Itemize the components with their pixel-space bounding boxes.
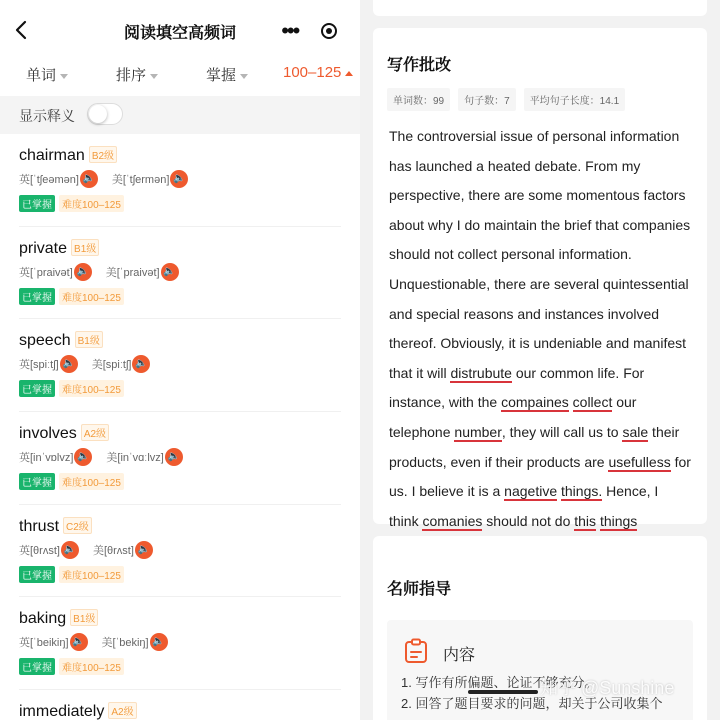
guide-item: 2. 回答了题目要求的问题，却关于公司收集个	[401, 696, 663, 711]
watermark-bar	[468, 690, 538, 694]
essay-segment: our common life. For	[511, 364, 645, 381]
error-word[interactable]: number	[454, 423, 502, 440]
show-definition-row	[0, 96, 360, 134]
error-word[interactable]: nagetive	[504, 483, 558, 500]
phonetics-row	[19, 448, 197, 466]
error-word[interactable]: sale	[622, 423, 649, 440]
tags-row	[19, 473, 124, 490]
cefr-level-badge: A2级	[81, 424, 109, 441]
cefr-level-badge: B1级	[70, 609, 98, 626]
error-word[interactable]: things	[599, 512, 638, 529]
essay-segment: and special reasons and instances involved	[389, 305, 660, 322]
essay-line	[389, 477, 697, 507]
essay-segment: instance, with the	[389, 394, 502, 411]
error-word[interactable]: comanies	[422, 512, 483, 529]
essay-segment: for	[670, 453, 691, 470]
error-word[interactable]: things.	[561, 483, 603, 500]
stat-avg-sentence-length: 平均句子长度：14.1	[524, 88, 625, 111]
word-text: immediately	[19, 703, 105, 720]
essay-segment: think	[389, 512, 423, 529]
essay-line	[389, 300, 697, 330]
essay-segment: should not collect personal information.	[389, 246, 632, 263]
caret-up-icon	[345, 71, 353, 76]
phonetics-row	[19, 541, 167, 559]
essay-segment: telephone	[389, 423, 455, 440]
filter-word[interactable]: 单词	[26, 64, 68, 85]
cefr-level-badge: B2级	[89, 146, 117, 163]
difficulty-badge: 难度100–125	[59, 288, 124, 305]
difficulty-badge: 难度100–125	[59, 380, 124, 397]
word-item[interactable]	[19, 134, 341, 227]
teacher-guide-title: 名师指导	[387, 581, 452, 598]
word-title-row	[19, 239, 99, 258]
word-title-row	[19, 702, 137, 720]
essay-segment: Hence, I	[602, 483, 659, 500]
word-title-row	[19, 146, 117, 165]
speaker-icon[interactable]: 🔈	[74, 448, 92, 466]
uk-phonetic: 英[θrʌst] 🔈	[19, 541, 79, 559]
us-phonetic: 美[inˈvɑːlvz] 🔈	[106, 448, 182, 466]
cefr-level-badge: B1级	[75, 331, 103, 348]
word-title-row	[19, 331, 103, 350]
essay-segment: us. I believe it is a	[389, 483, 505, 500]
speaker-icon[interactable]: 🔈	[132, 355, 150, 373]
speaker-icon[interactable]: 🔈	[165, 448, 183, 466]
us-phonetic: 美[spiːtʃ] 🔈	[92, 355, 151, 373]
word-text: chairman	[19, 147, 85, 164]
word-text: involves	[19, 425, 77, 443]
tags-row	[19, 195, 124, 212]
essay-line	[389, 181, 697, 211]
speaker-icon[interactable]: 🔈	[61, 541, 79, 559]
switch-knob	[89, 105, 107, 123]
essay-segment: has launched a heated debate. From my	[389, 157, 641, 174]
essay-card	[373, 28, 707, 529]
essay-segment: should not do	[482, 512, 575, 529]
essay-segment: , they will call us to	[501, 423, 623, 440]
essay-line	[389, 329, 697, 359]
stat-sentence-count: 句子数：7	[458, 88, 516, 111]
mastered-badge: 已掌握	[19, 195, 55, 212]
word-text: private	[19, 239, 68, 257]
filter-mastery[interactable]: 掌握	[206, 64, 248, 85]
mastered-badge: 已掌握	[19, 288, 55, 305]
essay-stats	[387, 88, 633, 111]
uk-phonetic: 英[ˈtʃeəmən] 🔈	[19, 170, 98, 188]
word-text: thrust	[19, 517, 60, 535]
essay-segment: perspective, there are some momentous factors	[389, 187, 686, 204]
guide-item: 1. 写作有所偏题、论证不够充分。	[401, 675, 598, 690]
error-word[interactable]: collect	[572, 394, 613, 411]
word-title-row	[19, 609, 98, 628]
word-title-row	[19, 424, 109, 443]
cefr-level-badge: C2级	[63, 517, 92, 534]
essay-line	[389, 240, 697, 270]
speaker-icon[interactable]: 🔈	[74, 263, 92, 281]
uk-phonetic: 英[inˈvɒlvz] 🔈	[19, 448, 92, 466]
content-section	[387, 620, 693, 720]
clipboard-icon	[403, 638, 429, 664]
caret-down-icon	[60, 74, 68, 79]
cefr-level-badge: A2级	[108, 702, 136, 719]
essay-segment: The controversial issue of personal information	[389, 128, 680, 144]
phonetics-row	[19, 633, 182, 651]
error-word[interactable]: usefulless	[608, 453, 671, 470]
word-text: speech	[19, 332, 71, 350]
word-list	[0, 134, 360, 720]
speaker-icon[interactable]: 🔈	[80, 170, 98, 188]
us-phonetic: 美[ˈtʃermən] 🔈	[112, 170, 188, 188]
essay-text	[389, 122, 697, 536]
essay-segment: Unquestionable, there are several quintessential	[389, 275, 689, 292]
show-definition-label: 显示释义	[19, 108, 75, 124]
tags-row	[19, 288, 124, 305]
essay-card-title: 写作批改	[387, 57, 452, 74]
word-item[interactable]	[19, 597, 341, 690]
essay-segment: their	[648, 423, 680, 440]
us-phonetic: 美[ˈpraivət] 🔈	[106, 263, 179, 281]
speaker-icon[interactable]: 🔈	[170, 170, 188, 188]
us-phonetic: 美[θrʌst] 🔈	[93, 541, 153, 559]
speaker-icon[interactable]: 🔈	[150, 633, 168, 651]
mastered-badge: 已掌握	[19, 566, 55, 583]
caret-down-icon	[150, 74, 158, 79]
word-text: baking	[19, 610, 67, 628]
speaker-icon[interactable]: 🔈	[70, 633, 88, 651]
caret-down-icon	[240, 74, 248, 79]
page-title: 阅读填空高频词	[123, 25, 236, 42]
more-dots-icon[interactable]: •••	[281, 18, 299, 43]
difficulty-badge: 难度100–125	[59, 566, 124, 583]
word-item[interactable]	[19, 227, 341, 320]
watermark: 知乎 @Sunshine	[540, 678, 675, 698]
mastered-badge: 已掌握	[19, 658, 55, 675]
uk-phonetic: 英[spiːtʃ] 🔈	[19, 355, 78, 373]
uk-phonetic: 英[ˈbeikiŋ] 🔈	[19, 633, 88, 651]
filter-sort[interactable]: 排序	[116, 64, 158, 85]
essay-line	[389, 388, 697, 418]
word-item[interactable]	[19, 412, 341, 505]
speaker-icon[interactable]: 🔈	[60, 355, 78, 373]
filter-bar	[0, 62, 360, 96]
word-item[interactable]	[19, 319, 341, 412]
essay-line	[389, 211, 697, 241]
essay-segment: that it will	[389, 364, 451, 381]
tags-row	[19, 380, 124, 397]
word-title-row	[19, 517, 92, 536]
difficulty-badge: 难度100–125	[59, 473, 124, 490]
us-phonetic: 美[ˈbekiŋ] 🔈	[102, 633, 168, 651]
essay-line	[389, 270, 697, 300]
word-item[interactable]	[19, 505, 341, 598]
previous-card-bottom	[373, 0, 707, 16]
show-definition-switch[interactable]	[87, 103, 123, 125]
essay-line	[389, 448, 697, 478]
mastered-badge: 已掌握	[19, 473, 55, 490]
essay-line	[389, 152, 697, 182]
speaker-icon[interactable]: 🔈	[161, 263, 179, 281]
content-label: 内容	[443, 647, 476, 664]
cefr-level-badge: B1级	[71, 239, 99, 256]
mastered-badge: 已掌握	[19, 380, 55, 397]
nav-bar	[0, 0, 360, 62]
difficulty-badge: 难度100–125	[59, 658, 124, 675]
error-word[interactable]: distrubute	[450, 364, 512, 381]
speaker-icon[interactable]: 🔈	[135, 541, 153, 559]
close-target-icon[interactable]	[321, 23, 337, 39]
word-item[interactable]	[19, 690, 341, 720]
tags-row	[19, 658, 124, 675]
stat-word-count: 单词数：99	[387, 88, 450, 111]
phonetics-row	[19, 355, 164, 373]
filter-difficulty-range[interactable]: 100–125	[283, 64, 353, 81]
essay-segment: thereof. Obviously, it is undeniable and manifest	[389, 335, 687, 352]
essay-line	[389, 418, 697, 448]
essay-line	[389, 122, 697, 152]
writing-review-panel	[360, 0, 720, 720]
essay-segment: our	[612, 394, 637, 411]
essay-line	[389, 507, 697, 537]
error-word[interactable]: this	[574, 512, 597, 529]
tags-row	[19, 566, 124, 583]
phonetics-row	[19, 263, 193, 281]
phonetics-row	[19, 170, 202, 188]
difficulty-badge: 难度100–125	[59, 195, 124, 212]
error-word[interactable]: compaines	[501, 394, 569, 411]
essay-segment: products, even if their products are	[389, 453, 609, 470]
essay-line	[389, 359, 697, 389]
essay-segment: about why I do maintain the brief that companies	[389, 216, 691, 233]
mini-program-capsule	[270, 16, 348, 46]
uk-phonetic: 英[ˈpraivət] 🔈	[19, 263, 92, 281]
